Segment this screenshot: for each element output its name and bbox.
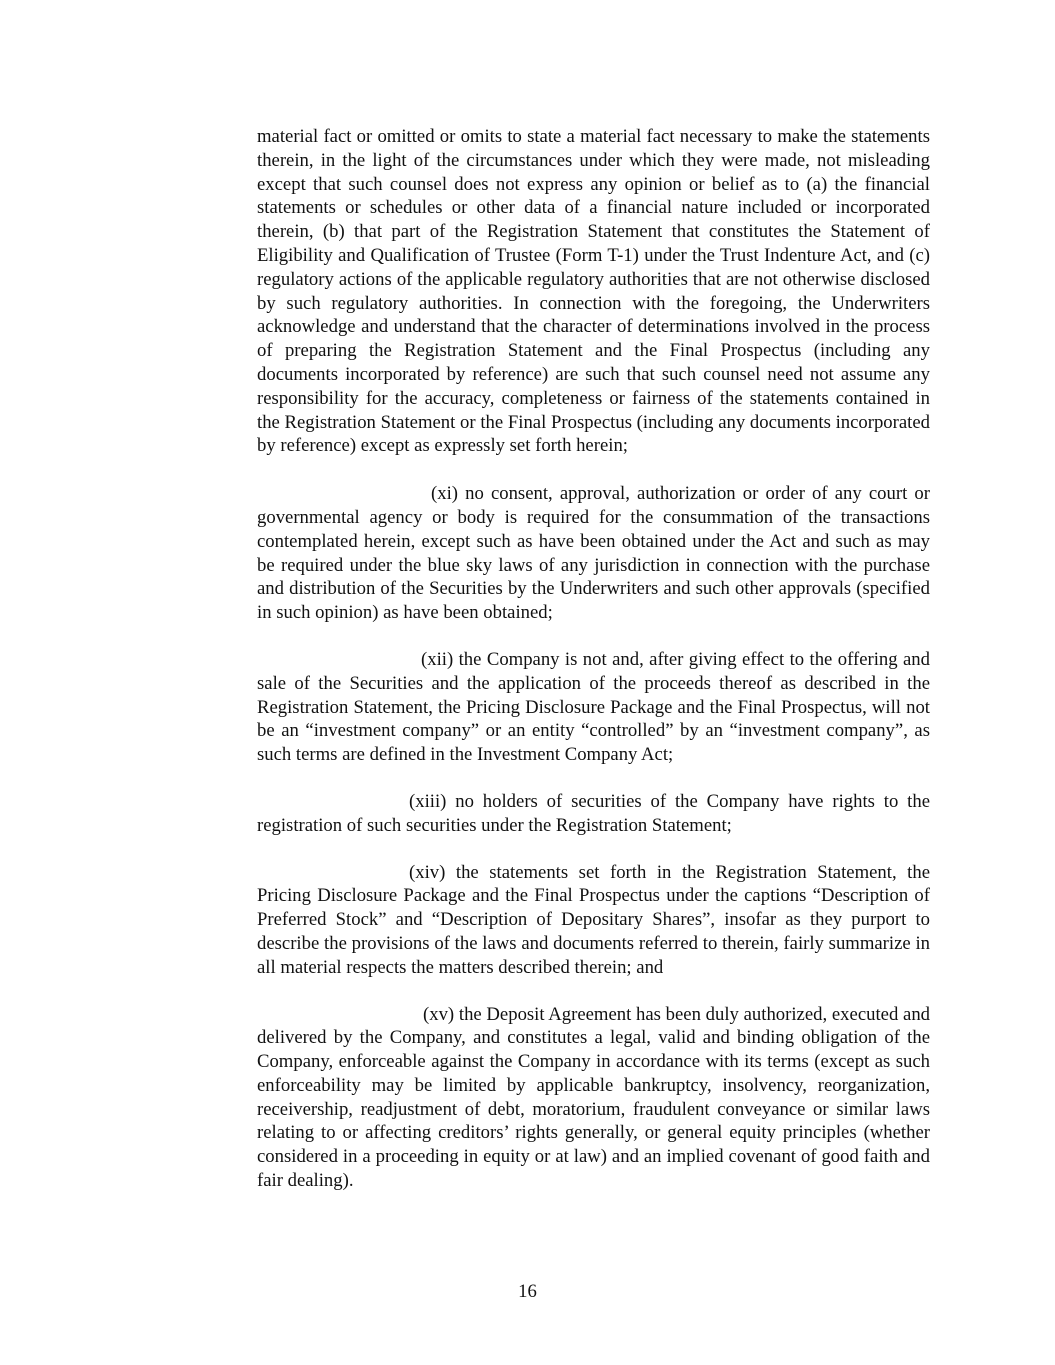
- clause-xi: [257, 482, 930, 625]
- clause-xii-text: the Company is not and, after giving effect to the offering and sale of the Securities and the application of the proceeds thereof as described in the Registration Statement, the Pricing Disclosure Package and the Final Prospectus, will not be an “investment company” or an entity “controlled” by an “investment company”, as such terms are defined in the Investment Company Act;: [257, 648, 930, 766]
- clause-xiii-label: (xiii): [409, 790, 447, 812]
- document-body: [257, 125, 930, 1216]
- clause-xiii-text: no holders of securities of the Company have rights to the registration of such securities under the Registration Statement;: [257, 790, 931, 836]
- clause-xv-label: (xv): [423, 1003, 455, 1025]
- clause-xii: [257, 648, 930, 767]
- page-number: 16: [518, 1281, 537, 1302]
- clause-xiv: [257, 861, 930, 980]
- clause-xv: [257, 1003, 930, 1193]
- clause-xiv-text: the statements set forth in the Registration Statement, the Pricing Disclosure Package and the Final Prospectus under the captions “Description of Preferred Stock” and “Description of Depositary Shares”, insofar as they purport to describe the provisions of the laws and documents referred to therein, fairly summarize in all material respects the matters described therein; and: [257, 861, 930, 978]
- clause-xv-text: the Deposit Agreement has been duly authorized, executed and delivered by the Company, and constitutes a legal, valid and binding obligation of the Company, enforceable against the Company in accordance with its terms (except as such enforceability may be limited by applicable bankruptcy, insolvency, reorganization, receivership, readjustment of debt, moratorium, fraudulent conveyance or similar laws relating to or affecting creditors’ rights generally, or general equity principles (whether considered in a proceeding in equity or at law) and an implied covenant of good faith and fair dealing).: [257, 1003, 931, 1192]
- clause-xi-text: no consent, approval, authorization or order of any court or governmental agency or body is required for the consummation of the transactions contemplated herein, except such as have been obtained under the Act and such as may be required under the blue sky laws of any jurisdiction in connection with the purchase and distribution of the Securities by the Underwriters and such other approvals (specified in such opinion) as have been obtained;: [257, 483, 930, 624]
- continuation-paragraph: material fact or omitted or omits to state a material fact necessary to make the statements therein, in the light of the circumstances under which they were made, not misleading except that such counsel does not express any opinion or belief as to (a) the financial statements or schedules or other data of a financial nature included or incorporated therein, (b) that part of the Registration Statement that constitutes the Statement of Eligibility and Qualification of Trustee (Form T-1) under the Trust Indenture Act, and (c) regulatory actions of the applicable regulatory authorities that are not otherwise disclosed by such regulatory authorities. In connection with the foregoing, the Underwriters acknowledge and understand that the character of determinations involved in the process of preparing the Registration Statement and the Final Prospectus (including any documents incorporated by reference) are such that such counsel need not assume any responsibility for the accuracy, completeness or fairness of the statements contained in the Registration Statement or the Final Prospectus (including any documents incorporated by reference) except as expressly set forth herein;: [257, 126, 930, 457]
- clause-xiv-label: (xiv): [409, 861, 446, 883]
- clause-xii-label: (xii): [421, 648, 454, 670]
- clause-xiii: [257, 790, 930, 838]
- clause-xi-label: (xi): [431, 483, 458, 505]
